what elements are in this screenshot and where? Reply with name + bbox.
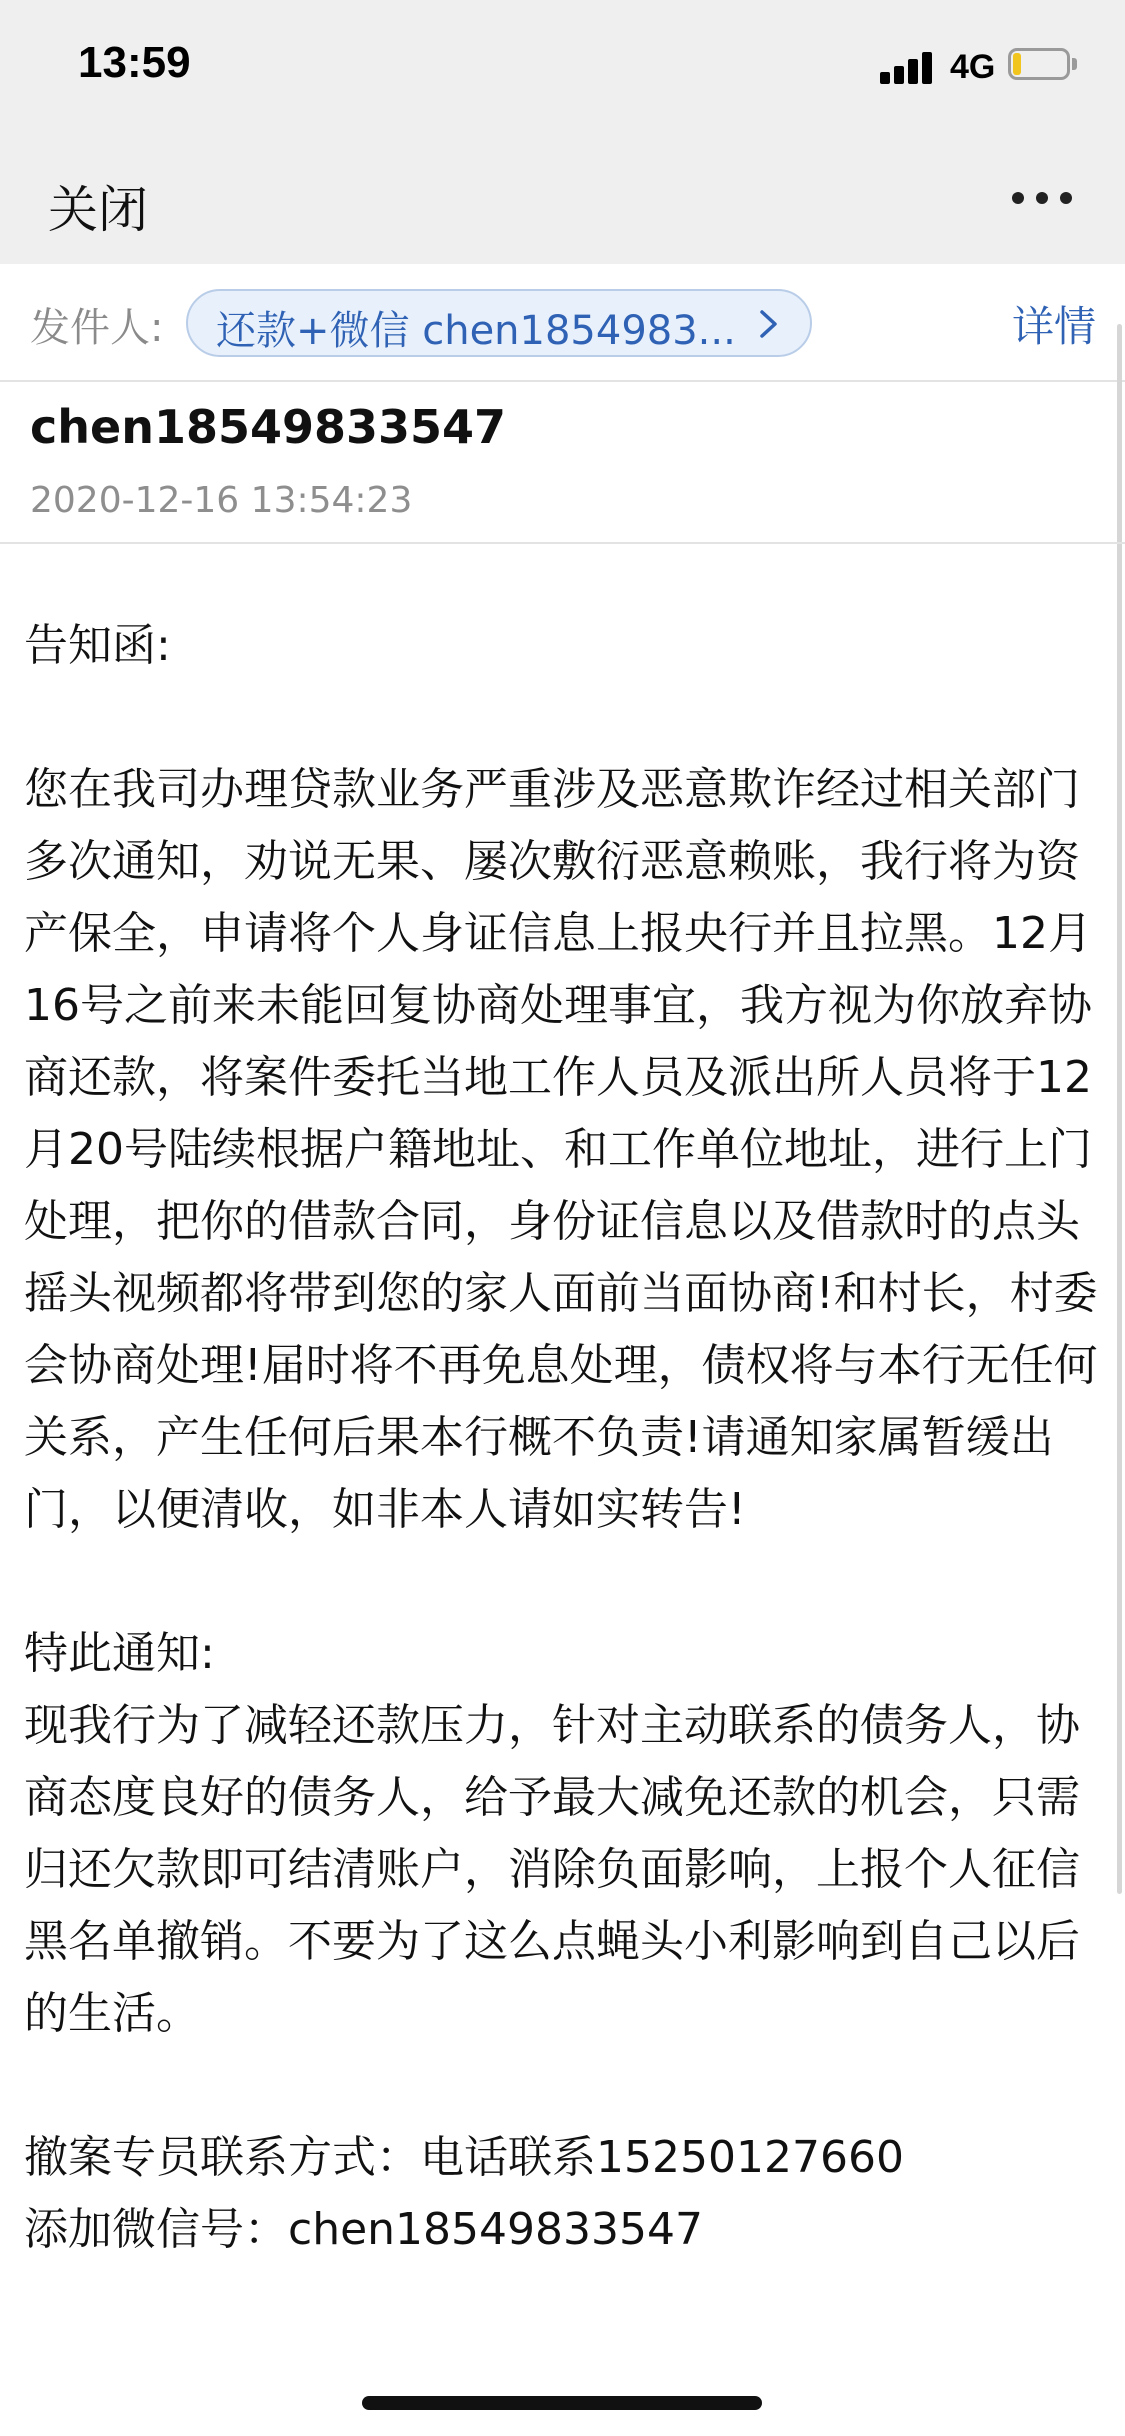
home-indicator[interactable] <box>362 2396 762 2410</box>
network-type: 4G <box>950 48 996 86</box>
sender-chip-text: 还款+微信 chen1854983... <box>216 308 736 354</box>
status-time: 13:59 <box>78 38 191 87</box>
sender-label: 发件人: <box>30 305 164 351</box>
scroll-indicator <box>1117 324 1122 1894</box>
body-paragraph-1: 您在我司办理贷款业务严重涉及恶意欺诈经过相关部门多次通知，劝说无果、屡次敷衍恶意赖账，我行将为资产保全，申请将个人身证信息上报央行并且拉黑。12月16号之前来未能回复协商处理事宜，我方视为你放弃协商还款，将案件委托当地工作人员及派出所人员将于12月20号陆续根据户籍地址、和工作单位地址，进行上门处理，把你的借款合同，身份证信息以及借款时的点头摇头视频都将带到您的家人面前当面协商!和村长，村委会协商处理!届时将不再免息处理，债权将与本行无任何关系，产生任何后果本行概不负责!请通知家属暂缓出门，以便清收，如非本人请如实转告! <box>24 764 1098 1535</box>
chevron-right-icon <box>756 307 782 341</box>
battery-icon <box>1008 48 1078 84</box>
mail-body <box>24 610 1106 2266</box>
body-greeting: 告知函: <box>24 620 171 671</box>
sender-chip[interactable] <box>186 289 812 357</box>
sender-row <box>0 264 1125 382</box>
cellular-signal-icon <box>880 50 936 84</box>
status-bar <box>0 0 1125 132</box>
body-notice-title: 特此通知: <box>24 1628 215 1679</box>
battery-level-fill <box>1013 53 1021 75</box>
body-contact-phone: 撤案专员联系方式：电话联系15250127660 <box>24 2132 904 2183</box>
more-dots-icon[interactable] <box>1012 192 1072 206</box>
details-link[interactable]: 详情 <box>1012 302 1097 351</box>
close-button[interactable]: 关闭 <box>48 181 148 239</box>
mail-from: chen18549833547 <box>30 400 507 454</box>
header-divider <box>0 542 1125 544</box>
body-contact-wechat: 添加微信号：chen18549833547 <box>24 2204 703 2255</box>
mail-date: 2020-12-16 13:54:23 <box>30 480 413 521</box>
body-paragraph-2: 现我行为了减轻还款压力，针对主动联系的债务人，协商态度良好的债务人，给予最大减免还款的机会，只需归还欠款即可结清账户，消除负面影响，上报个人征信黑名单撤销。不要为了这么点蝇头小利影响到自己以后的生活。 <box>24 1700 1080 2039</box>
nav-bar <box>0 132 1125 264</box>
